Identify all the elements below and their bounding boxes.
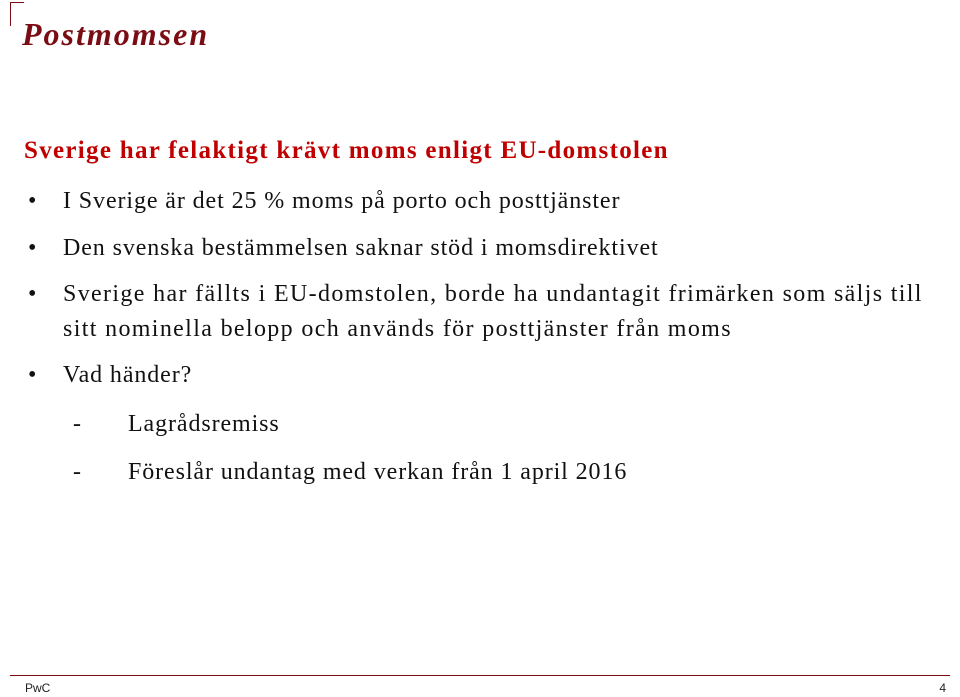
- bullet-item: [28, 231, 948, 266]
- bullet-dot-icon: •: [28, 362, 38, 388]
- sub-bullet-item: [53, 407, 948, 442]
- footer-divider: [10, 675, 950, 676]
- bullet-text: Den svenska bestämmelsen saknar stöd i momsdirektivet: [63, 234, 659, 261]
- bullet-item: [28, 277, 948, 346]
- bullet-item: [28, 358, 948, 490]
- slide-title: Postmomsen: [22, 16, 210, 52]
- footer-brand: PwC: [25, 681, 51, 695]
- bullet-dot-icon: •: [28, 281, 38, 307]
- corner-mark: [10, 2, 11, 26]
- sub-bullet-text: Lagrådsremiss: [128, 410, 280, 437]
- slide-subtitle: Sverige har felaktigt krävt moms enligt EU-domstolen: [24, 137, 669, 164]
- page-number: 4: [939, 681, 946, 695]
- bullet-item: [28, 184, 948, 219]
- bullet-text: I Sverige är det 25 % moms på porto och posttjänster: [63, 188, 621, 214]
- sub-bullet-text: Föreslår undantag med verkan från 1 april 2016: [128, 459, 628, 485]
- dash-icon: -: [73, 410, 82, 437]
- bullet-list: [28, 184, 948, 504]
- dash-icon: -: [73, 459, 82, 485]
- bullet-dot-icon: •: [28, 188, 38, 214]
- sub-bullet-item: [53, 455, 948, 490]
- bullet-text: Vad händer?: [63, 362, 193, 388]
- bullet-dot-icon: •: [28, 234, 38, 261]
- bullet-text: Sverige har fällts i EU-domstolen, borde ha undantagit frimärken som säljs till sitt nominella belopp och används för posttjänster från moms: [63, 281, 923, 342]
- sub-bullet-list: [53, 407, 948, 490]
